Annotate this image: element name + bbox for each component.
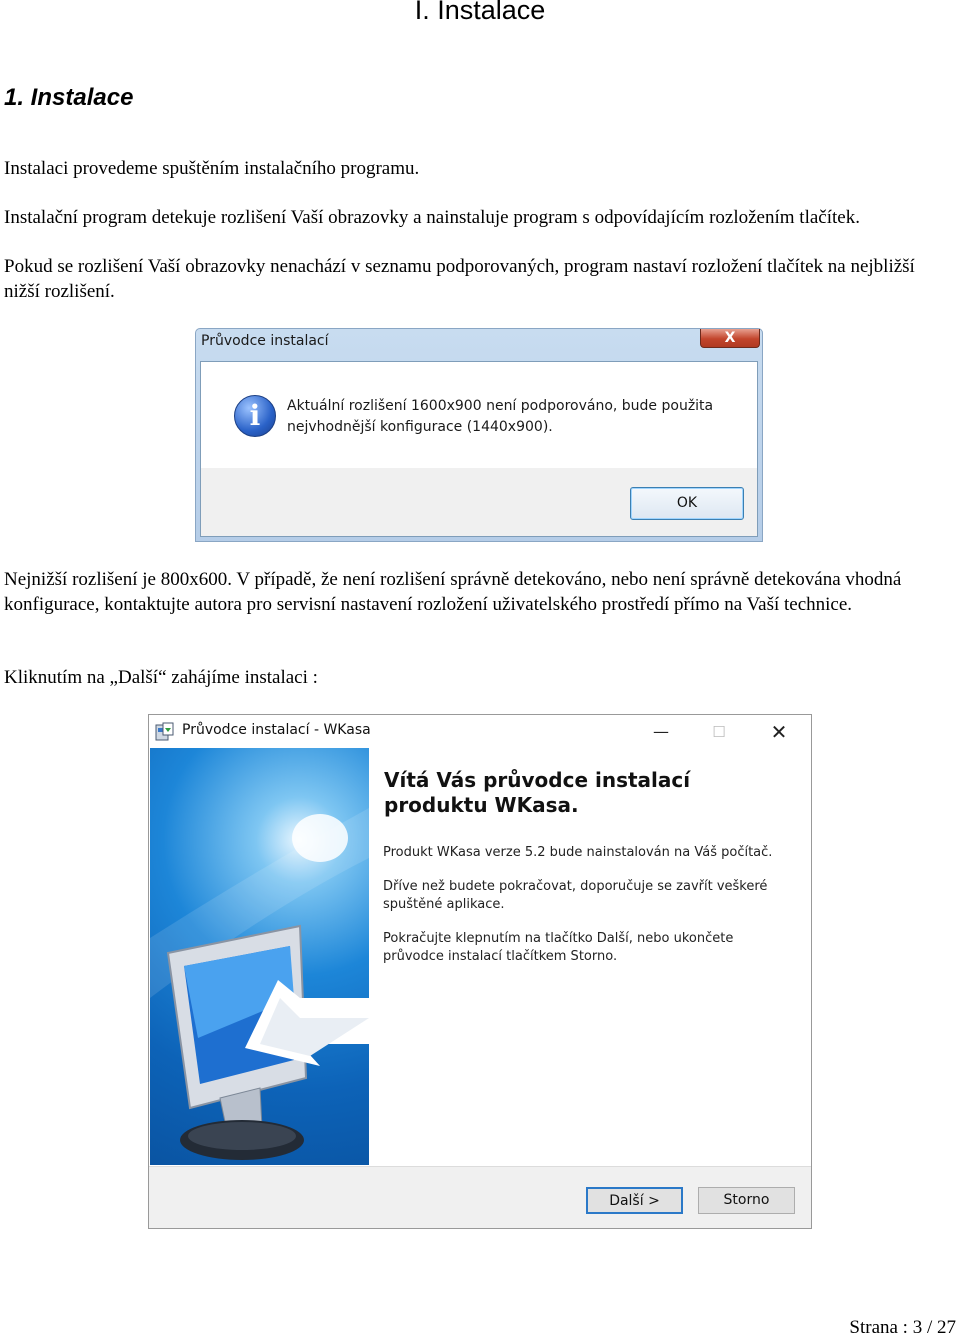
maximize-icon[interactable]: ☐ — [712, 723, 726, 741]
wizard-footer — [149, 1166, 811, 1228]
dialog-message-line: nejvhodnější konfigurace (1440x900). — [287, 419, 553, 435]
title-bar — [149, 715, 811, 748]
section-title: 1. Instalace — [4, 84, 134, 111]
wizard-heading-line: Vítá Vás průvodce instalací — [384, 768, 691, 792]
paragraph-fallback: Pokud se rozlišení Vaší obrazovky nenachází v seznamu podporovaných, program nastaví rozložení tlačítek na nejbližší nižší rozlišení. — [4, 256, 915, 302]
cancel-button[interactable]: Storno — [698, 1187, 795, 1214]
paragraph-intro: Instalaci provedeme spuštěním instalačního programu. — [4, 158, 420, 179]
dialog-body — [200, 361, 758, 537]
wizard-text-line: průvodce instalací tlačítkem Storno. — [383, 949, 618, 964]
installer-app-icon — [155, 722, 175, 742]
ok-button[interactable]: OK — [630, 487, 744, 520]
wizard-text-line: Dříve než budete pokračovat, doporučuje se zavřít veškeré — [383, 879, 768, 894]
dialog-footer — [201, 468, 757, 536]
close-icon[interactable]: ✕ — [770, 720, 788, 744]
wizard-text-continue — [383, 930, 733, 966]
dialog-title: Průvodce instalací — [201, 333, 329, 349]
info-icon: i — [234, 395, 276, 437]
wizard-heading-line: produktu WKasa. — [384, 793, 579, 817]
window-title: Průvodce instalací - WKasa — [182, 722, 371, 738]
paragraph-click-next: Kliknutím na „Další“ zahájíme instalaci : — [4, 667, 318, 688]
close-icon[interactable]: X — [700, 329, 760, 348]
paragraph-minimum-resolution: Nejnižší rozlišení je 800x600. V případě, že není rozlišení správně detekováno, nebo není správně detekována vhodná konfigurace, kontaktujte autora pro servisní nastavení rozložení uživatelského prostředí přímo na Vaší technice. — [4, 569, 902, 615]
dialog-message — [287, 396, 713, 438]
minimize-icon[interactable]: — — [653, 722, 669, 741]
paragraph-detection: Instalační program detekuje rozlišení Vaší obrazovky a nainstaluje program s odpovídajícím rozložením tlačítek. — [4, 207, 860, 228]
resolution-dialog-screenshot — [195, 328, 763, 542]
dialog-message-line: Aktuální rozlišení 1600x900 není podporováno, bude použita — [287, 398, 714, 414]
installer-wizard-screenshot — [148, 714, 812, 1229]
wizard-text-line: Pokračujte klepnutím na tlačítko Další, nebo ukončete — [383, 931, 734, 946]
wizard-text-version: Produkt WKasa verze 5.2 bude nainstalován na Váš počítač. — [383, 845, 773, 860]
next-button[interactable]: Další > — [586, 1187, 683, 1214]
monitor-illustration — [150, 748, 369, 1165]
wizard-text-close-apps — [383, 878, 767, 914]
wizard-side-image — [150, 748, 369, 1165]
chapter-title: I. Instalace — [414, 0, 546, 25]
wizard-heading — [384, 768, 690, 818]
page-number: Strana : 3 / 27 — [849, 1317, 956, 1338]
wizard-text-line: spuštěné aplikace. — [383, 897, 505, 912]
